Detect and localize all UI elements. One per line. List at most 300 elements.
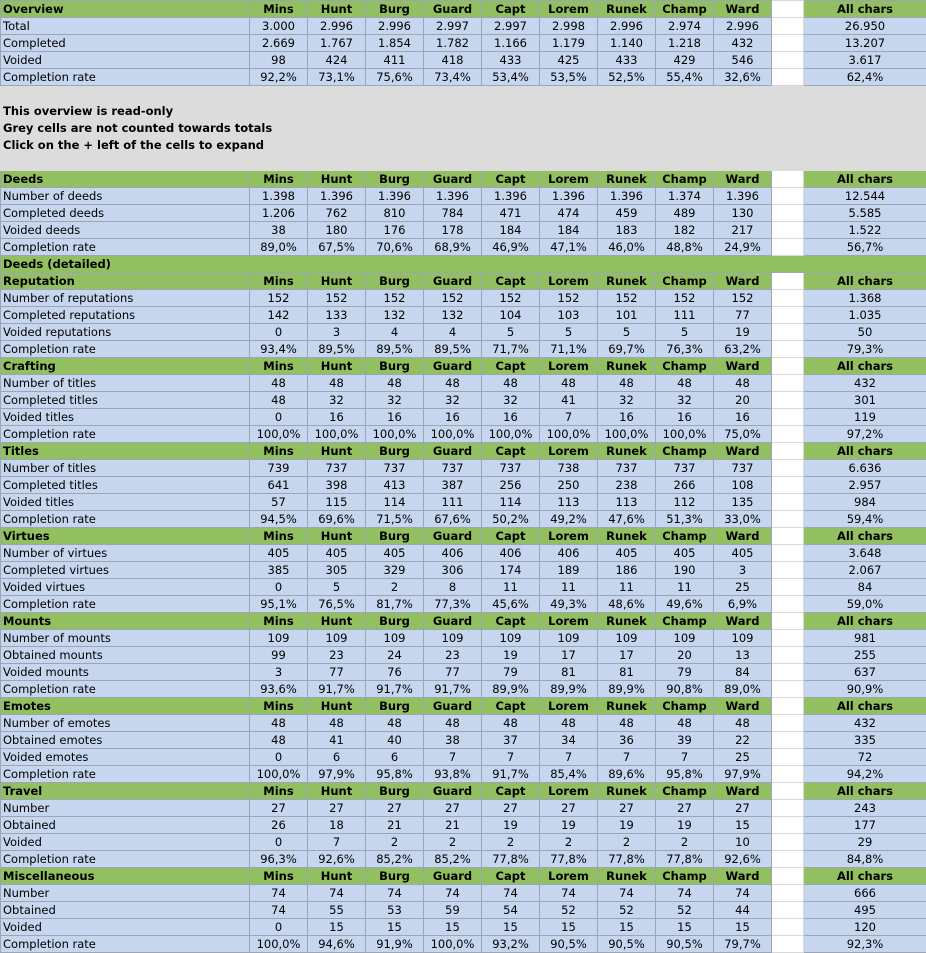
- value-cell[interactable]: 15: [540, 919, 598, 936]
- value-cell[interactable]: 24,9%: [714, 239, 772, 256]
- all-chars-cell[interactable]: 432: [804, 715, 926, 732]
- all-chars-cell[interactable]: 26.950: [804, 18, 926, 35]
- value-cell[interactable]: 1.179: [540, 35, 598, 52]
- value-cell[interactable]: 784: [424, 205, 482, 222]
- value-cell[interactable]: 471: [482, 205, 540, 222]
- value-cell[interactable]: 1.206: [250, 205, 308, 222]
- value-cell[interactable]: 0: [250, 834, 308, 851]
- value-cell[interactable]: 115: [308, 494, 366, 511]
- value-cell[interactable]: 18: [308, 817, 366, 834]
- value-cell[interactable]: 109: [540, 630, 598, 647]
- value-cell[interactable]: 48: [366, 375, 424, 392]
- row-label[interactable]: Voided titles: [1, 494, 250, 511]
- value-cell[interactable]: 2: [540, 834, 598, 851]
- value-cell[interactable]: 7: [656, 749, 714, 766]
- value-cell[interactable]: 406: [540, 545, 598, 562]
- value-cell[interactable]: 1.218: [656, 35, 714, 52]
- value-cell[interactable]: 0: [250, 919, 308, 936]
- value-cell[interactable]: 48: [656, 715, 714, 732]
- value-cell[interactable]: 77,8%: [540, 851, 598, 868]
- value-cell[interactable]: 182: [656, 222, 714, 239]
- value-cell[interactable]: 46,9%: [482, 239, 540, 256]
- value-cell[interactable]: 180: [308, 222, 366, 239]
- value-cell[interactable]: 3.000: [250, 18, 308, 35]
- value-cell[interactable]: 74: [656, 885, 714, 902]
- value-cell[interactable]: 74: [714, 885, 772, 902]
- value-cell[interactable]: 41: [308, 732, 366, 749]
- value-cell[interactable]: 89,6%: [598, 766, 656, 783]
- value-cell[interactable]: 112: [656, 494, 714, 511]
- value-cell[interactable]: 77,8%: [598, 851, 656, 868]
- empty-cell[interactable]: [772, 579, 804, 596]
- row-label[interactable]: Completion rate: [1, 341, 250, 358]
- value-cell[interactable]: 1.396: [424, 188, 482, 205]
- empty-cell[interactable]: [772, 545, 804, 562]
- value-cell[interactable]: 4: [366, 324, 424, 341]
- empty-cell[interactable]: [772, 18, 804, 35]
- value-cell[interactable]: 737: [424, 460, 482, 477]
- value-cell[interactable]: 73,4%: [424, 69, 482, 86]
- all-chars-cell[interactable]: 1.035: [804, 307, 926, 324]
- value-cell[interactable]: 19: [482, 817, 540, 834]
- all-chars-cell[interactable]: 255: [804, 647, 926, 664]
- value-cell[interactable]: 77: [424, 664, 482, 681]
- value-cell[interactable]: 79: [656, 664, 714, 681]
- row-label[interactable]: Obtained: [1, 902, 250, 919]
- all-chars-cell[interactable]: 3.648: [804, 545, 926, 562]
- all-chars-cell[interactable]: 92,3%: [804, 936, 926, 953]
- row-label[interactable]: Voided reputations: [1, 324, 250, 341]
- value-cell[interactable]: 398: [308, 477, 366, 494]
- value-cell[interactable]: 189: [540, 562, 598, 579]
- value-cell[interactable]: 2: [366, 579, 424, 596]
- value-cell[interactable]: 132: [424, 307, 482, 324]
- value-cell[interactable]: 1.396: [714, 188, 772, 205]
- value-cell[interactable]: 95,1%: [250, 596, 308, 613]
- empty-cell[interactable]: [772, 681, 804, 698]
- all-chars-cell[interactable]: 119: [804, 409, 926, 426]
- value-cell[interactable]: 21: [424, 817, 482, 834]
- value-cell[interactable]: 48: [540, 715, 598, 732]
- value-cell[interactable]: 25: [714, 579, 772, 596]
- value-cell[interactable]: 33,0%: [714, 511, 772, 528]
- value-cell[interactable]: 0: [250, 579, 308, 596]
- value-cell[interactable]: 174: [482, 562, 540, 579]
- value-cell[interactable]: 32: [598, 392, 656, 409]
- row-label[interactable]: Completion rate: [1, 239, 250, 256]
- value-cell[interactable]: 54: [482, 902, 540, 919]
- value-cell[interactable]: 109: [656, 630, 714, 647]
- value-cell[interactable]: 19: [714, 324, 772, 341]
- empty-cell[interactable]: [772, 562, 804, 579]
- value-cell[interactable]: 100,0%: [308, 426, 366, 443]
- value-cell[interactable]: 100,0%: [250, 936, 308, 953]
- value-cell[interactable]: 737: [482, 460, 540, 477]
- value-cell[interactable]: 183: [598, 222, 656, 239]
- all-chars-cell[interactable]: 59,0%: [804, 596, 926, 613]
- all-chars-cell[interactable]: 243: [804, 800, 926, 817]
- value-cell[interactable]: 96,3%: [250, 851, 308, 868]
- value-cell[interactable]: 152: [656, 290, 714, 307]
- empty-cell[interactable]: [772, 749, 804, 766]
- empty-cell[interactable]: [772, 290, 804, 307]
- value-cell[interactable]: 93,4%: [250, 341, 308, 358]
- value-cell[interactable]: 2.996: [366, 18, 424, 35]
- value-cell[interactable]: 109: [714, 630, 772, 647]
- value-cell[interactable]: 2.996: [714, 18, 772, 35]
- value-cell[interactable]: 95,8%: [366, 766, 424, 783]
- row-label[interactable]: Completion rate: [1, 681, 250, 698]
- value-cell[interactable]: 109: [424, 630, 482, 647]
- row-label[interactable]: Voided virtues: [1, 579, 250, 596]
- empty-cell[interactable]: [772, 817, 804, 834]
- value-cell[interactable]: 108: [714, 477, 772, 494]
- empty-cell[interactable]: [772, 664, 804, 681]
- all-chars-cell[interactable]: 12.544: [804, 188, 926, 205]
- value-cell[interactable]: 3: [714, 562, 772, 579]
- row-label[interactable]: Number of titles: [1, 375, 250, 392]
- value-cell[interactable]: 385: [250, 562, 308, 579]
- empty-cell[interactable]: [772, 511, 804, 528]
- value-cell[interactable]: 3: [250, 664, 308, 681]
- empty-cell[interactable]: [772, 834, 804, 851]
- value-cell[interactable]: 67,5%: [308, 239, 366, 256]
- value-cell[interactable]: 546: [714, 52, 772, 69]
- value-cell[interactable]: 27: [598, 800, 656, 817]
- value-cell[interactable]: 100,0%: [656, 426, 714, 443]
- value-cell[interactable]: 100,0%: [424, 426, 482, 443]
- value-cell[interactable]: 19: [540, 817, 598, 834]
- value-cell[interactable]: 47,6%: [598, 511, 656, 528]
- value-cell[interactable]: 4: [424, 324, 482, 341]
- value-cell[interactable]: 101: [598, 307, 656, 324]
- empty-cell[interactable]: [772, 494, 804, 511]
- value-cell[interactable]: 7: [540, 409, 598, 426]
- value-cell[interactable]: 152: [424, 290, 482, 307]
- value-cell[interactable]: 23: [424, 647, 482, 664]
- value-cell[interactable]: 32: [424, 392, 482, 409]
- row-label[interactable]: Number of mounts: [1, 630, 250, 647]
- value-cell[interactable]: 2.974: [656, 18, 714, 35]
- value-cell[interactable]: 71,5%: [366, 511, 424, 528]
- row-label[interactable]: Voided: [1, 52, 250, 69]
- value-cell[interactable]: 74: [250, 885, 308, 902]
- empty-cell[interactable]: [772, 375, 804, 392]
- value-cell[interactable]: 6: [308, 749, 366, 766]
- value-cell[interactable]: 50,2%: [482, 511, 540, 528]
- row-label[interactable]: Completion rate: [1, 426, 250, 443]
- all-chars-cell[interactable]: 495: [804, 902, 926, 919]
- value-cell[interactable]: 23: [308, 647, 366, 664]
- value-cell[interactable]: 641: [250, 477, 308, 494]
- value-cell[interactable]: 21: [366, 817, 424, 834]
- value-cell[interactable]: 77: [308, 664, 366, 681]
- value-cell[interactable]: 91,9%: [366, 936, 424, 953]
- value-cell[interactable]: 48: [424, 715, 482, 732]
- value-cell[interactable]: 48: [714, 375, 772, 392]
- value-cell[interactable]: 238: [598, 477, 656, 494]
- row-label[interactable]: Number of virtues: [1, 545, 250, 562]
- value-cell[interactable]: 48: [598, 715, 656, 732]
- value-cell[interactable]: 76,5%: [308, 596, 366, 613]
- value-cell[interactable]: 75,6%: [366, 69, 424, 86]
- value-cell[interactable]: 418: [424, 52, 482, 69]
- value-cell[interactable]: 737: [714, 460, 772, 477]
- value-cell[interactable]: 5: [598, 324, 656, 341]
- value-cell[interactable]: 79,7%: [714, 936, 772, 953]
- value-cell[interactable]: 97,9%: [308, 766, 366, 783]
- value-cell[interactable]: 186: [598, 562, 656, 579]
- value-cell[interactable]: 13: [714, 647, 772, 664]
- value-cell[interactable]: 74: [250, 902, 308, 919]
- value-cell[interactable]: 737: [598, 460, 656, 477]
- value-cell[interactable]: 48: [714, 715, 772, 732]
- value-cell[interactable]: 48: [482, 715, 540, 732]
- value-cell[interactable]: 114: [482, 494, 540, 511]
- value-cell[interactable]: 91,7%: [482, 766, 540, 783]
- value-cell[interactable]: 17: [540, 647, 598, 664]
- value-cell[interactable]: 93,2%: [482, 936, 540, 953]
- value-cell[interactable]: 32: [308, 392, 366, 409]
- value-cell[interactable]: 91,7%: [366, 681, 424, 698]
- value-cell[interactable]: 92,6%: [714, 851, 772, 868]
- value-cell[interactable]: 109: [482, 630, 540, 647]
- row-label[interactable]: Voided: [1, 834, 250, 851]
- value-cell[interactable]: 111: [424, 494, 482, 511]
- value-cell[interactable]: 737: [656, 460, 714, 477]
- value-cell[interactable]: 85,4%: [540, 766, 598, 783]
- value-cell[interactable]: 74: [366, 885, 424, 902]
- empty-cell[interactable]: [772, 919, 804, 936]
- all-chars-cell[interactable]: 984: [804, 494, 926, 511]
- value-cell[interactable]: 190: [656, 562, 714, 579]
- value-cell[interactable]: 52: [598, 902, 656, 919]
- value-cell[interactable]: 26: [250, 817, 308, 834]
- value-cell[interactable]: 27: [308, 800, 366, 817]
- value-cell[interactable]: 6: [366, 749, 424, 766]
- value-cell[interactable]: 100,0%: [366, 426, 424, 443]
- value-cell[interactable]: 45,6%: [482, 596, 540, 613]
- value-cell[interactable]: 109: [366, 630, 424, 647]
- value-cell[interactable]: 53: [366, 902, 424, 919]
- row-label[interactable]: Number: [1, 800, 250, 817]
- value-cell[interactable]: 48: [308, 375, 366, 392]
- empty-cell[interactable]: [772, 766, 804, 783]
- empty-cell[interactable]: [772, 392, 804, 409]
- value-cell[interactable]: 71,1%: [540, 341, 598, 358]
- row-label[interactable]: Number: [1, 885, 250, 902]
- value-cell[interactable]: 84: [714, 664, 772, 681]
- empty-cell[interactable]: [772, 800, 804, 817]
- value-cell[interactable]: 77,8%: [656, 851, 714, 868]
- row-label[interactable]: Total: [1, 18, 250, 35]
- value-cell[interactable]: 70,6%: [366, 239, 424, 256]
- value-cell[interactable]: 1.140: [598, 35, 656, 52]
- value-cell[interactable]: 0: [250, 409, 308, 426]
- value-cell[interactable]: 489: [656, 205, 714, 222]
- value-cell[interactable]: 15: [482, 919, 540, 936]
- value-cell[interactable]: 7: [598, 749, 656, 766]
- value-cell[interactable]: 55: [308, 902, 366, 919]
- all-chars-cell[interactable]: 90,9%: [804, 681, 926, 698]
- row-label[interactable]: Voided mounts: [1, 664, 250, 681]
- value-cell[interactable]: 47,1%: [540, 239, 598, 256]
- value-cell[interactable]: 74: [308, 885, 366, 902]
- value-cell[interactable]: 20: [714, 392, 772, 409]
- value-cell[interactable]: 74: [424, 885, 482, 902]
- value-cell[interactable]: 98: [250, 52, 308, 69]
- value-cell[interactable]: 135: [714, 494, 772, 511]
- value-cell[interactable]: 405: [598, 545, 656, 562]
- all-chars-cell[interactable]: 981: [804, 630, 926, 647]
- value-cell[interactable]: 32: [656, 392, 714, 409]
- value-cell[interactable]: 27: [656, 800, 714, 817]
- value-cell[interactable]: 49,6%: [656, 596, 714, 613]
- value-cell[interactable]: 256: [482, 477, 540, 494]
- value-cell[interactable]: 94,5%: [250, 511, 308, 528]
- all-chars-cell[interactable]: 5.585: [804, 205, 926, 222]
- value-cell[interactable]: 52: [540, 902, 598, 919]
- row-label[interactable]: Completed titles: [1, 392, 250, 409]
- value-cell[interactable]: 432: [714, 35, 772, 52]
- value-cell[interactable]: 152: [366, 290, 424, 307]
- value-cell[interactable]: 114: [366, 494, 424, 511]
- value-cell[interactable]: 1.782: [424, 35, 482, 52]
- empty-cell[interactable]: [772, 630, 804, 647]
- value-cell[interactable]: 405: [250, 545, 308, 562]
- value-cell[interactable]: 79: [482, 664, 540, 681]
- value-cell[interactable]: 51,3%: [656, 511, 714, 528]
- value-cell[interactable]: 100,0%: [250, 426, 308, 443]
- value-cell[interactable]: 90,8%: [656, 681, 714, 698]
- all-chars-cell[interactable]: 2.067: [804, 562, 926, 579]
- all-chars-cell[interactable]: 56,7%: [804, 239, 926, 256]
- value-cell[interactable]: 22: [714, 732, 772, 749]
- value-cell[interactable]: 27: [424, 800, 482, 817]
- value-cell[interactable]: 2.669: [250, 35, 308, 52]
- value-cell[interactable]: 762: [308, 205, 366, 222]
- value-cell[interactable]: 810: [366, 205, 424, 222]
- value-cell[interactable]: 109: [308, 630, 366, 647]
- value-cell[interactable]: 85,2%: [366, 851, 424, 868]
- value-cell[interactable]: 36: [598, 732, 656, 749]
- value-cell[interactable]: 63,2%: [714, 341, 772, 358]
- value-cell[interactable]: 405: [308, 545, 366, 562]
- value-cell[interactable]: 0: [250, 749, 308, 766]
- value-cell[interactable]: 152: [308, 290, 366, 307]
- all-chars-cell[interactable]: 432: [804, 375, 926, 392]
- value-cell[interactable]: 1.396: [482, 188, 540, 205]
- row-label[interactable]: Number of titles: [1, 460, 250, 477]
- empty-cell[interactable]: [772, 222, 804, 239]
- value-cell[interactable]: 40: [366, 732, 424, 749]
- value-cell[interactable]: 77,8%: [482, 851, 540, 868]
- all-chars-cell[interactable]: 335: [804, 732, 926, 749]
- value-cell[interactable]: 38: [424, 732, 482, 749]
- value-cell[interactable]: 1.396: [598, 188, 656, 205]
- empty-cell[interactable]: [772, 851, 804, 868]
- row-label[interactable]: Completed virtues: [1, 562, 250, 579]
- all-chars-cell[interactable]: 79,3%: [804, 341, 926, 358]
- value-cell[interactable]: 92,2%: [250, 69, 308, 86]
- empty-cell[interactable]: [772, 69, 804, 86]
- all-chars-cell[interactable]: 666: [804, 885, 926, 902]
- value-cell[interactable]: 2.996: [598, 18, 656, 35]
- all-chars-cell[interactable]: 84,8%: [804, 851, 926, 868]
- all-chars-cell[interactable]: 59,4%: [804, 511, 926, 528]
- value-cell[interactable]: 104: [482, 307, 540, 324]
- value-cell[interactable]: 27: [482, 800, 540, 817]
- empty-cell[interactable]: [772, 307, 804, 324]
- all-chars-cell[interactable]: 94,2%: [804, 766, 926, 783]
- value-cell[interactable]: 15: [714, 817, 772, 834]
- row-label[interactable]: Completion rate: [1, 69, 250, 86]
- value-cell[interactable]: 49,2%: [540, 511, 598, 528]
- value-cell[interactable]: 433: [482, 52, 540, 69]
- value-cell[interactable]: 48: [482, 375, 540, 392]
- value-cell[interactable]: 184: [482, 222, 540, 239]
- value-cell[interactable]: 99: [250, 647, 308, 664]
- value-cell[interactable]: 89,0%: [714, 681, 772, 698]
- value-cell[interactable]: 32: [366, 392, 424, 409]
- all-chars-cell[interactable]: 3.617: [804, 52, 926, 69]
- value-cell[interactable]: 16: [424, 409, 482, 426]
- value-cell[interactable]: 100,0%: [540, 426, 598, 443]
- value-cell[interactable]: 7: [424, 749, 482, 766]
- value-cell[interactable]: 2: [598, 834, 656, 851]
- value-cell[interactable]: 11: [598, 579, 656, 596]
- value-cell[interactable]: 424: [308, 52, 366, 69]
- row-label[interactable]: Number of emotes: [1, 715, 250, 732]
- value-cell[interactable]: 1.396: [308, 188, 366, 205]
- value-cell[interactable]: 5: [540, 324, 598, 341]
- row-label[interactable]: Completed titles: [1, 477, 250, 494]
- value-cell[interactable]: 89,9%: [482, 681, 540, 698]
- value-cell[interactable]: 89,5%: [366, 341, 424, 358]
- value-cell[interactable]: 737: [366, 460, 424, 477]
- all-chars-cell[interactable]: 72: [804, 749, 926, 766]
- value-cell[interactable]: 27: [250, 800, 308, 817]
- value-cell[interactable]: 429: [656, 52, 714, 69]
- value-cell[interactable]: 406: [482, 545, 540, 562]
- row-label[interactable]: Voided emotes: [1, 749, 250, 766]
- value-cell[interactable]: 113: [598, 494, 656, 511]
- value-cell[interactable]: 27: [366, 800, 424, 817]
- value-cell[interactable]: 74: [598, 885, 656, 902]
- value-cell[interactable]: 48: [250, 375, 308, 392]
- empty-cell[interactable]: [772, 596, 804, 613]
- row-label[interactable]: Voided deeds: [1, 222, 250, 239]
- value-cell[interactable]: 2: [656, 834, 714, 851]
- value-cell[interactable]: 69,6%: [308, 511, 366, 528]
- value-cell[interactable]: 97,9%: [714, 766, 772, 783]
- value-cell[interactable]: 5: [656, 324, 714, 341]
- value-cell[interactable]: 48: [598, 375, 656, 392]
- value-cell[interactable]: 11: [482, 579, 540, 596]
- empty-cell[interactable]: [772, 902, 804, 919]
- value-cell[interactable]: 16: [308, 409, 366, 426]
- all-chars-cell[interactable]: 50: [804, 324, 926, 341]
- value-cell[interactable]: 184: [540, 222, 598, 239]
- value-cell[interactable]: 59: [424, 902, 482, 919]
- empty-cell[interactable]: [772, 341, 804, 358]
- value-cell[interactable]: 3: [308, 324, 366, 341]
- value-cell[interactable]: 77: [714, 307, 772, 324]
- value-cell[interactable]: 38: [250, 222, 308, 239]
- row-label[interactable]: Completion rate: [1, 511, 250, 528]
- value-cell[interactable]: 16: [366, 409, 424, 426]
- value-cell[interactable]: 91,7%: [308, 681, 366, 698]
